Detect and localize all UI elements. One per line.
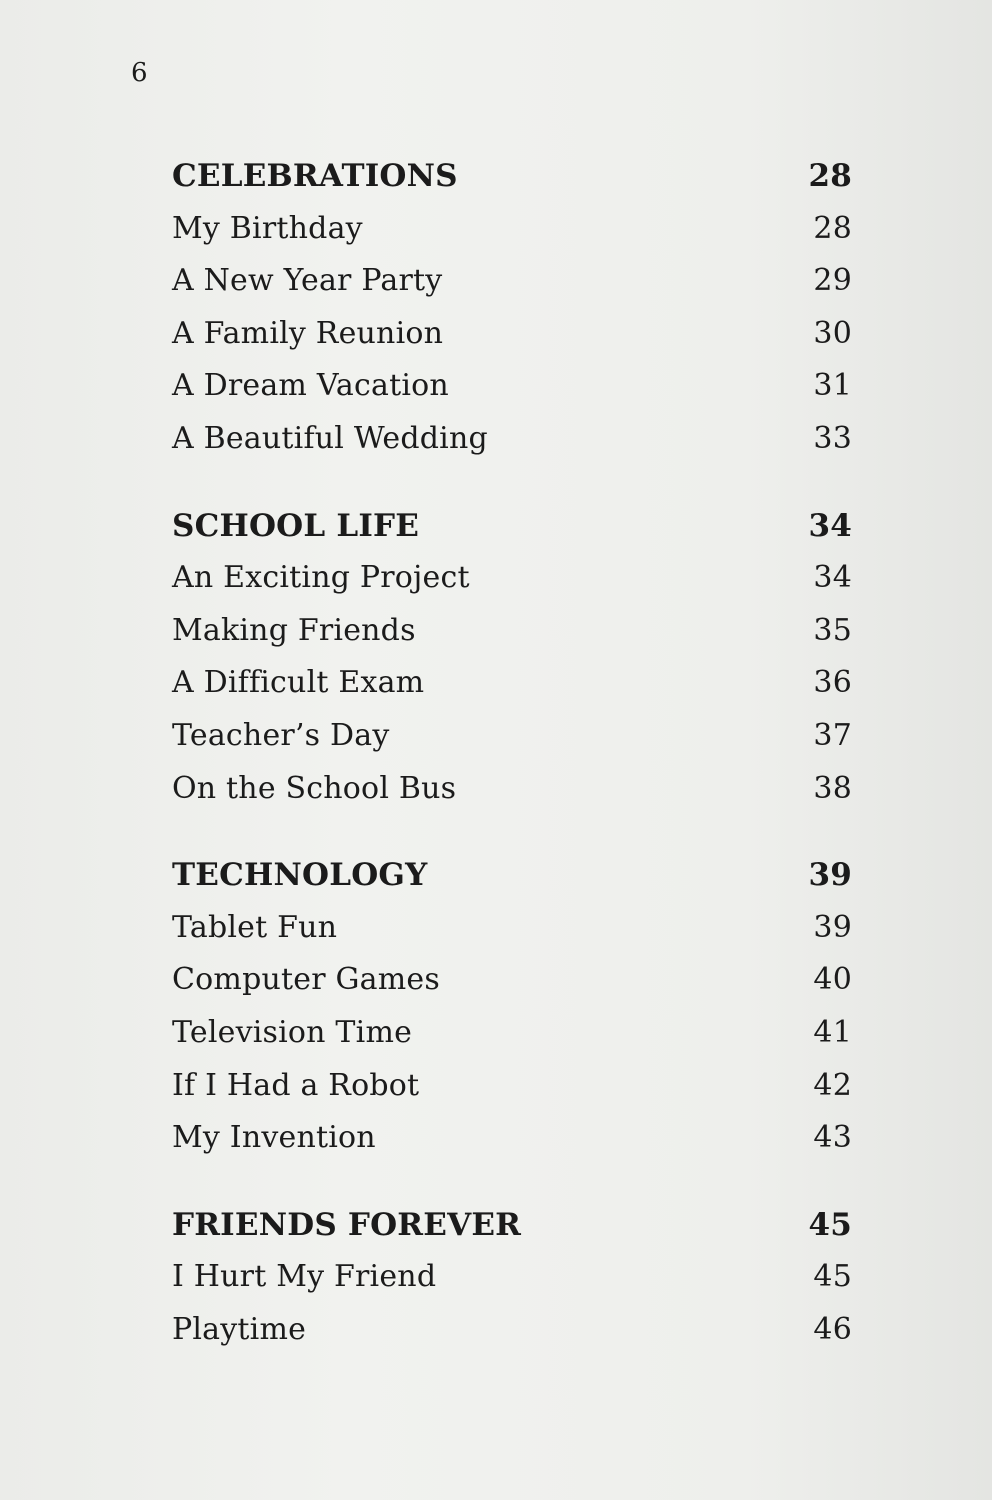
entry-page-number: 39 <box>813 909 852 945</box>
section-title: CELEBRATIONS <box>172 158 458 194</box>
entry-title: A Dream Vacation <box>172 368 449 404</box>
section-heading <box>172 500 852 553</box>
section-title: TECHNOLOGY <box>172 857 428 894</box>
section-page-number: 45 <box>808 1206 852 1243</box>
toc-entry <box>172 1112 852 1165</box>
entry-page-number: 34 <box>813 560 852 596</box>
entry-page-number: 31 <box>813 368 852 404</box>
entry-page-number: 28 <box>813 210 852 246</box>
entry-title: A Difficult Exam <box>172 665 425 701</box>
toc-entry <box>172 360 852 413</box>
entry-title: My Birthday <box>172 210 363 246</box>
entry-page-number: 42 <box>813 1067 852 1103</box>
toc-entry <box>172 1060 852 1113</box>
entry-title: Playtime <box>172 1311 307 1347</box>
section-title: FRIENDS FOREVER <box>172 1206 522 1243</box>
toc-entry <box>172 902 852 955</box>
section-heading <box>172 150 852 203</box>
toc-entry <box>172 954 852 1007</box>
section-page-number: 34 <box>808 507 852 544</box>
toc-entry <box>172 255 852 308</box>
entry-page-number: 30 <box>813 315 852 351</box>
entry-title: Teacher’s Day <box>172 717 390 753</box>
entry-title: Making Friends <box>172 612 416 648</box>
section-title: SCHOOL LIFE <box>172 507 420 544</box>
entry-page-number: 33 <box>813 420 852 456</box>
section-page-number: 39 <box>808 857 852 894</box>
toc-entry <box>172 710 852 763</box>
entry-page-number: 43 <box>813 1120 852 1156</box>
page-number: 6 <box>131 58 148 88</box>
entry-page-number: 46 <box>813 1311 852 1347</box>
section-heading <box>172 1199 852 1252</box>
entry-page-number: 38 <box>813 770 852 806</box>
toc-entry <box>172 203 852 256</box>
entry-page-number: 37 <box>813 717 852 753</box>
entry-title: My Invention <box>172 1120 376 1156</box>
entry-title: A Beautiful Wedding <box>172 420 488 456</box>
table-of-contents <box>172 150 852 1390</box>
toc-section-school-life <box>172 500 852 816</box>
toc-entry <box>172 552 852 605</box>
toc-section-technology <box>172 849 852 1165</box>
entry-title: An Exciting Project <box>172 560 470 596</box>
toc-section-celebrations <box>172 150 852 466</box>
toc-entry <box>172 763 852 816</box>
toc-section-friends-forever <box>172 1199 852 1357</box>
toc-entry <box>172 413 852 466</box>
toc-entry <box>172 605 852 658</box>
entry-title: On the School Bus <box>172 770 457 806</box>
entry-title: If I Had a Robot <box>172 1067 420 1103</box>
toc-entry <box>172 657 852 710</box>
toc-entry <box>172 1304 852 1357</box>
section-page-number: 28 <box>808 158 852 194</box>
toc-entry <box>172 308 852 361</box>
entry-title: Television Time <box>172 1014 413 1050</box>
toc-entry <box>172 1007 852 1060</box>
entry-page-number: 35 <box>813 612 852 648</box>
entry-page-number: 40 <box>813 962 852 998</box>
entry-page-number: 45 <box>813 1259 852 1295</box>
entry-title: Computer Games <box>172 962 440 998</box>
entry-title: A New Year Party <box>172 263 443 299</box>
entry-page-number: 41 <box>813 1014 852 1050</box>
section-heading <box>172 849 852 902</box>
entry-title: Tablet Fun <box>172 909 338 945</box>
entry-title: I Hurt My Friend <box>172 1259 437 1295</box>
toc-entry <box>172 1251 852 1304</box>
entry-page-number: 36 <box>813 665 852 701</box>
entry-title: A Family Reunion <box>172 315 444 351</box>
entry-page-number: 29 <box>813 263 852 299</box>
